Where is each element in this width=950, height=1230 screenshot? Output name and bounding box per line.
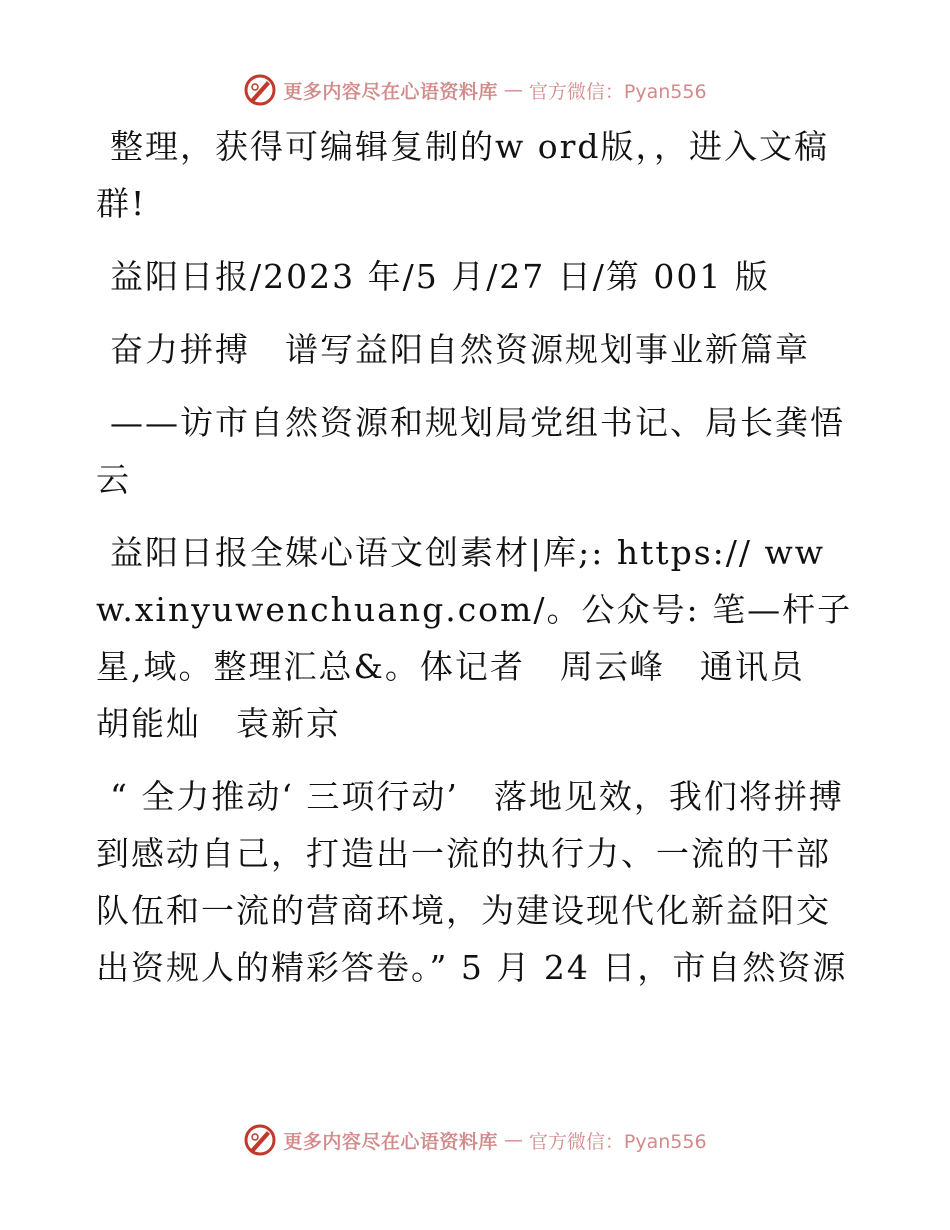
banner-separator: — — [503, 79, 523, 101]
brand-logo-icon — [243, 1123, 277, 1157]
brand-logo-icon — [243, 73, 277, 107]
footer-contact-text: 官方微信：Pyan556 — [528, 1130, 707, 1153]
body-paragraph: “ 全力推动‘ 三项行动’ 落地见效，我们将拼搏到感动自己，打造出一流的执行力、一流的干部队伍和一流的营商环境，为建设现代化新益阳交出资规人的精彩答卷。” 5 月 24 日，市自然资源 — [96, 777, 848, 987]
document-body — [96, 118, 856, 1012]
footer-banner — [0, 1120, 950, 1160]
article-subtitle: ——访市自然资源和规划局党组书记、局长龚悟云 — [96, 403, 845, 499]
intro-note: 整理，获得可编辑复制的w ord版，，进入文稿群! — [96, 127, 830, 223]
banner-contact-text: 官方微信：Pyan556 — [528, 80, 707, 103]
header-banner — [0, 70, 950, 110]
banner-site-text: 更多内容尽在心语资料库 — [283, 80, 498, 103]
footer-site-text: 更多内容尽在心语资料库 — [283, 1130, 498, 1153]
byline: 益阳日报全媒心语文创素材|库;: https:// www.xinyuwenchuang.com/。公众号: 笔—杆子星,域。整理汇总&。体记者 周云峰 通讯员 胡能灿 袁新京 — [96, 533, 853, 743]
article-title: 奋力拼搏 谱写益阳自然资源规划事业新篇章 — [110, 330, 810, 369]
publication-line: 益阳日报/2023 年/5 月/27 日/第 001 版 — [110, 257, 770, 296]
footer-separator: — — [503, 1129, 523, 1151]
